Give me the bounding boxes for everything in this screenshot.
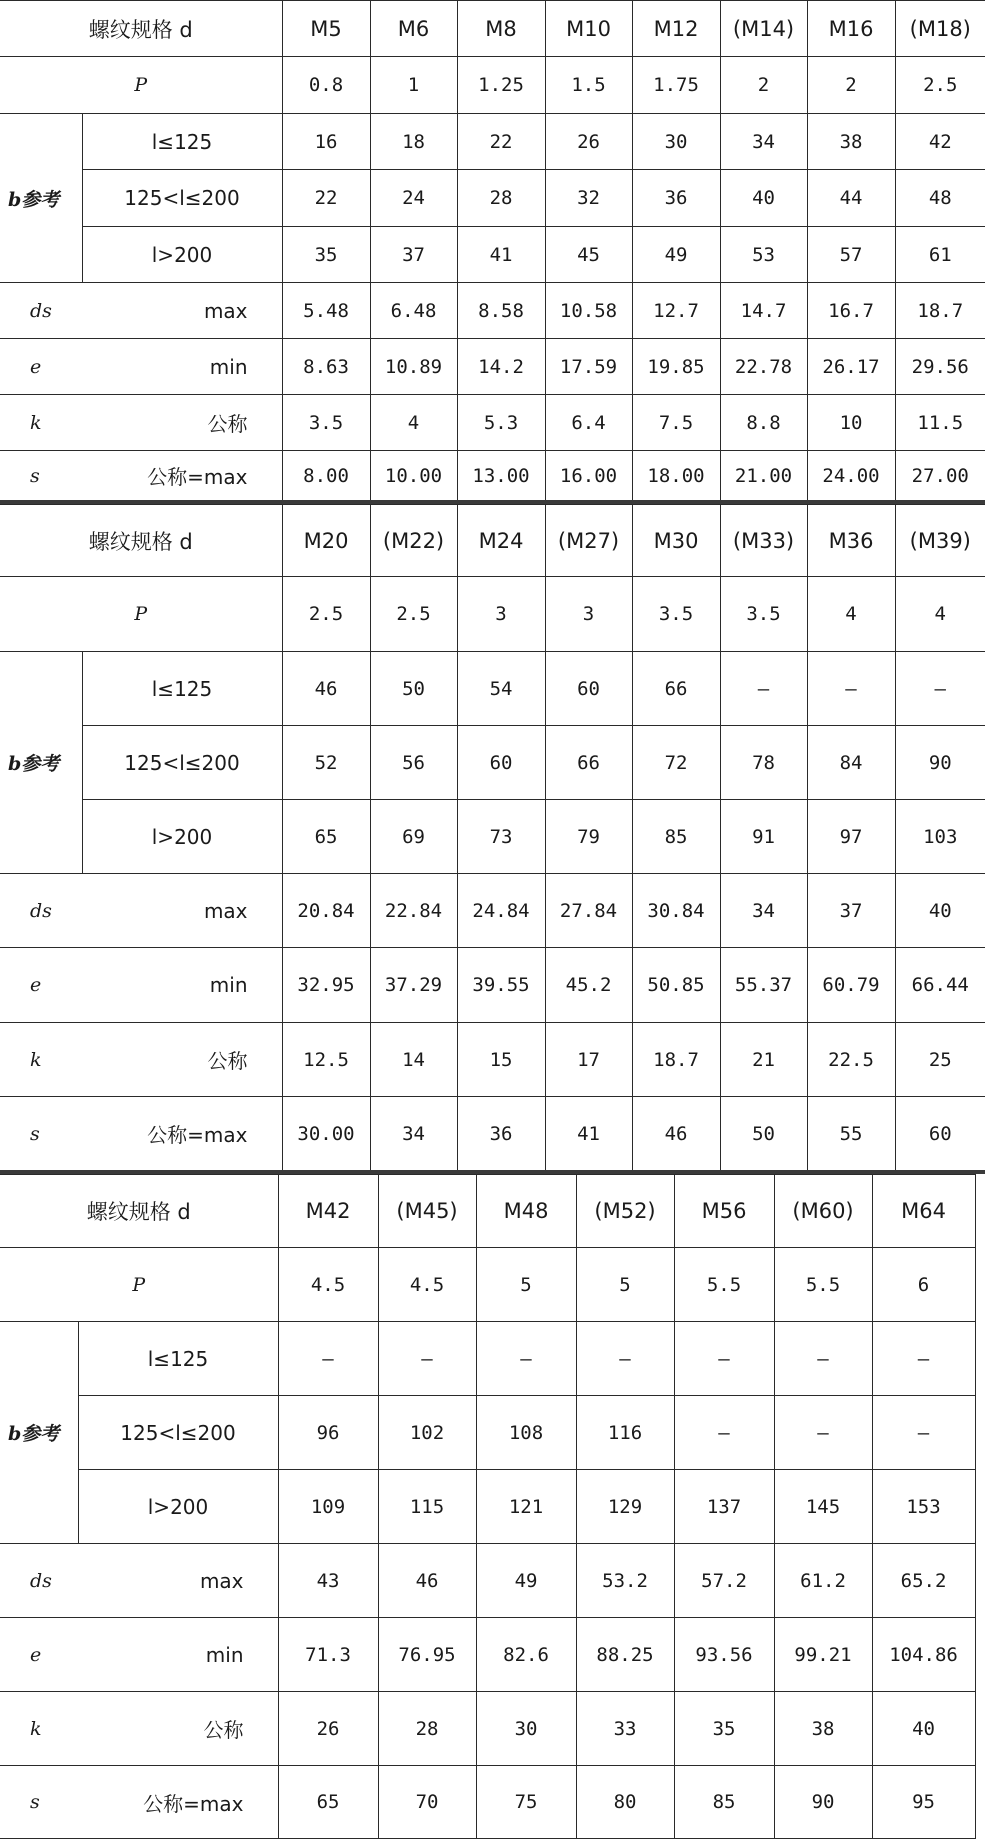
value-cell: 95: [872, 1766, 975, 1839]
value-cell: 10.00: [370, 451, 457, 501]
value-cell: 137: [674, 1470, 774, 1544]
spec-table-1: [0, 0, 985, 501]
value-cell: 3.5: [282, 395, 370, 451]
value-cell: —: [872, 1322, 975, 1396]
value-cell: 4: [370, 395, 457, 451]
value-cell: —: [872, 1396, 975, 1470]
value-cell: 60: [895, 1097, 985, 1171]
value-cell: 48: [895, 170, 985, 227]
size-cell: (M45): [378, 1175, 476, 1248]
size-cell: M56: [674, 1175, 774, 1248]
table-row: [0, 1692, 975, 1766]
s-label: s: [0, 1097, 82, 1171]
size-cell: (M52): [576, 1175, 674, 1248]
ds-label: ds: [0, 874, 82, 948]
max-label: max: [82, 874, 282, 948]
value-cell: 60: [545, 652, 632, 726]
table-row: [0, 339, 985, 395]
value-cell: 39.55: [457, 948, 545, 1023]
size-cell: (M18): [895, 1, 985, 57]
value-cell: —: [895, 652, 985, 726]
size-cell: M20: [282, 505, 370, 577]
value-cell: —: [807, 652, 895, 726]
size-cell: (M22): [370, 505, 457, 577]
value-cell: 90: [895, 726, 985, 800]
value-cell: 57: [807, 227, 895, 283]
value-cell: 2.5: [370, 577, 457, 652]
value-cell: 18: [370, 114, 457, 170]
value-cell: 56: [370, 726, 457, 800]
value-cell: 53: [720, 227, 807, 283]
value-cell: 24.00: [807, 451, 895, 501]
value-cell: 53.2: [576, 1544, 674, 1618]
table-row: [0, 726, 985, 800]
table-row: [0, 227, 985, 283]
value-cell: 34: [370, 1097, 457, 1171]
value-cell: 42: [895, 114, 985, 170]
value-cell: 7.5: [632, 395, 720, 451]
k-label: k: [0, 395, 82, 451]
value-cell: 37: [807, 874, 895, 948]
value-cell: 40: [895, 874, 985, 948]
value-cell: 22: [457, 114, 545, 170]
value-cell: 85: [674, 1766, 774, 1839]
s-label: s: [0, 451, 82, 501]
b-ref-label: b参考: [0, 1322, 78, 1544]
value-cell: 4: [895, 577, 985, 652]
value-cell: 10: [807, 395, 895, 451]
value-cell: 2.5: [895, 57, 985, 114]
value-cell: 28: [378, 1692, 476, 1766]
e-label: e: [0, 948, 82, 1023]
size-cell: (M60): [774, 1175, 872, 1248]
value-cell: 129: [576, 1470, 674, 1544]
table-row: [0, 283, 985, 339]
min-label: min: [82, 948, 282, 1023]
value-cell: 2.5: [282, 577, 370, 652]
size-cell: M24: [457, 505, 545, 577]
size-cell: (M14): [720, 1, 807, 57]
value-cell: —: [674, 1396, 774, 1470]
value-cell: 19.85: [632, 339, 720, 395]
value-cell: 153: [872, 1470, 975, 1544]
value-cell: 73: [457, 800, 545, 874]
value-cell: 38: [774, 1692, 872, 1766]
e-label: e: [0, 1618, 78, 1692]
size-cell: M6: [370, 1, 457, 57]
l-125-200-label: 125<l≤200: [82, 170, 282, 227]
value-cell: 3: [457, 577, 545, 652]
size-cell: (M39): [895, 505, 985, 577]
max-label: max: [82, 283, 282, 339]
value-cell: 79: [545, 800, 632, 874]
value-cell: 38: [807, 114, 895, 170]
value-cell: 44: [807, 170, 895, 227]
l-gt-200-label: l>200: [82, 227, 282, 283]
value-cell: 91: [720, 800, 807, 874]
table-row: [0, 1544, 975, 1618]
value-cell: 66.44: [895, 948, 985, 1023]
thread-spec-label: 螺纹规格 d: [0, 505, 282, 577]
min-label: min: [82, 339, 282, 395]
value-cell: 35: [282, 227, 370, 283]
size-cell: M36: [807, 505, 895, 577]
value-cell: —: [774, 1322, 872, 1396]
value-cell: 30: [632, 114, 720, 170]
pitch-label: P: [0, 1248, 278, 1322]
value-cell: 76.95: [378, 1618, 476, 1692]
value-cell: 14.7: [720, 283, 807, 339]
value-cell: 88.25: [576, 1618, 674, 1692]
value-cell: 102: [378, 1396, 476, 1470]
value-cell: 45: [545, 227, 632, 283]
value-cell: 108: [476, 1396, 576, 1470]
value-cell: 27.84: [545, 874, 632, 948]
l-125-200-label: 125<l≤200: [78, 1396, 278, 1470]
value-cell: 61.2: [774, 1544, 872, 1618]
value-cell: 24.84: [457, 874, 545, 948]
size-cell: M30: [632, 505, 720, 577]
value-cell: 115: [378, 1470, 476, 1544]
value-cell: 66: [545, 726, 632, 800]
value-cell: 84: [807, 726, 895, 800]
value-cell: 32: [545, 170, 632, 227]
value-cell: 32.95: [282, 948, 370, 1023]
thread-spec-label: 螺纹规格 d: [0, 1, 282, 57]
value-cell: 104.86: [872, 1618, 975, 1692]
table-row: [0, 1248, 975, 1322]
value-cell: 97: [807, 800, 895, 874]
value-cell: 5: [576, 1248, 674, 1322]
value-cell: 145: [774, 1470, 872, 1544]
value-cell: 30: [476, 1692, 576, 1766]
value-cell: 93.56: [674, 1618, 774, 1692]
value-cell: —: [774, 1396, 872, 1470]
min-label: min: [78, 1618, 278, 1692]
value-cell: 71.3: [278, 1618, 378, 1692]
table-row: [0, 1175, 975, 1248]
table-row: [0, 170, 985, 227]
value-cell: 41: [545, 1097, 632, 1171]
value-cell: 54: [457, 652, 545, 726]
size-cell: M5: [282, 1, 370, 57]
value-cell: 55: [807, 1097, 895, 1171]
l-gt-200-label: l>200: [78, 1470, 278, 1544]
value-cell: 69: [370, 800, 457, 874]
value-cell: 8.63: [282, 339, 370, 395]
spec-table-2: [0, 504, 985, 1171]
value-cell: 5.48: [282, 283, 370, 339]
value-cell: —: [720, 652, 807, 726]
value-cell: 1.5: [545, 57, 632, 114]
value-cell: 75: [476, 1766, 576, 1839]
value-cell: —: [576, 1322, 674, 1396]
value-cell: 78: [720, 726, 807, 800]
value-cell: 26: [545, 114, 632, 170]
value-cell: 13.00: [457, 451, 545, 501]
value-cell: 60: [457, 726, 545, 800]
value-cell: 36: [457, 1097, 545, 1171]
value-cell: 25: [895, 1023, 985, 1097]
value-cell: 46: [632, 1097, 720, 1171]
value-cell: 22.5: [807, 1023, 895, 1097]
value-cell: —: [674, 1322, 774, 1396]
size-cell: M16: [807, 1, 895, 57]
value-cell: 99.21: [774, 1618, 872, 1692]
table-row: [0, 652, 985, 726]
value-cell: 5.5: [774, 1248, 872, 1322]
value-cell: 40: [720, 170, 807, 227]
l-125-200-label: 125<l≤200: [82, 726, 282, 800]
value-cell: 4: [807, 577, 895, 652]
value-cell: 12.7: [632, 283, 720, 339]
value-cell: 0.8: [282, 57, 370, 114]
value-cell: 6: [872, 1248, 975, 1322]
table-row: [0, 1766, 975, 1839]
table-row: [0, 874, 985, 948]
value-cell: 1: [370, 57, 457, 114]
size-cell: M42: [278, 1175, 378, 1248]
table-row: [0, 1, 985, 57]
table-row: [0, 395, 985, 451]
value-cell: 6.4: [545, 395, 632, 451]
size-cell: (M27): [545, 505, 632, 577]
value-cell: 20.84: [282, 874, 370, 948]
table-row: [0, 451, 985, 501]
s-label: s: [0, 1766, 78, 1839]
value-cell: 116: [576, 1396, 674, 1470]
b-ref-label: b参考: [0, 114, 82, 283]
spec-table-3: [0, 1174, 976, 1839]
size-cell: M8: [457, 1, 545, 57]
value-cell: 37.29: [370, 948, 457, 1023]
table-row: [0, 114, 985, 170]
value-cell: 52: [282, 726, 370, 800]
value-cell: 21: [720, 1023, 807, 1097]
value-cell: 96: [278, 1396, 378, 1470]
thread-spec-label: 螺纹规格 d: [0, 1175, 278, 1248]
value-cell: —: [378, 1322, 476, 1396]
value-cell: 70: [378, 1766, 476, 1839]
l-le-125-label: l≤125: [78, 1322, 278, 1396]
value-cell: 41: [457, 227, 545, 283]
pitch-label: P: [0, 577, 282, 652]
value-cell: 18.7: [632, 1023, 720, 1097]
value-cell: 57.2: [674, 1544, 774, 1618]
nominal-label: 公称: [82, 1023, 282, 1097]
value-cell: 37: [370, 227, 457, 283]
value-cell: 4.5: [278, 1248, 378, 1322]
nominal-label: 公称: [78, 1692, 278, 1766]
value-cell: 12.5: [282, 1023, 370, 1097]
value-cell: 10.89: [370, 339, 457, 395]
ds-label: ds: [0, 1544, 78, 1618]
size-cell: (M33): [720, 505, 807, 577]
value-cell: 21.00: [720, 451, 807, 501]
size-cell: M10: [545, 1, 632, 57]
value-cell: 34: [720, 874, 807, 948]
value-cell: 85: [632, 800, 720, 874]
value-cell: 46: [378, 1544, 476, 1618]
value-cell: 3.5: [632, 577, 720, 652]
value-cell: —: [476, 1322, 576, 1396]
value-cell: 60.79: [807, 948, 895, 1023]
value-cell: 50: [370, 652, 457, 726]
value-cell: 1.25: [457, 57, 545, 114]
value-cell: 16.7: [807, 283, 895, 339]
value-cell: 36: [632, 170, 720, 227]
value-cell: 2: [720, 57, 807, 114]
size-cell: M12: [632, 1, 720, 57]
nominal-label: 公称: [82, 395, 282, 451]
value-cell: 6.48: [370, 283, 457, 339]
value-cell: 121: [476, 1470, 576, 1544]
value-cell: 49: [632, 227, 720, 283]
value-cell: 46: [282, 652, 370, 726]
value-cell: 50.85: [632, 948, 720, 1023]
value-cell: 90: [774, 1766, 872, 1839]
table-row: [0, 948, 985, 1023]
value-cell: 40: [872, 1692, 975, 1766]
value-cell: 30.00: [282, 1097, 370, 1171]
table-row: [0, 1396, 975, 1470]
value-cell: 22: [282, 170, 370, 227]
value-cell: 16.00: [545, 451, 632, 501]
value-cell: 82.6: [476, 1618, 576, 1692]
value-cell: 26.17: [807, 339, 895, 395]
size-cell: M64: [872, 1175, 975, 1248]
l-gt-200-label: l>200: [82, 800, 282, 874]
value-cell: 15: [457, 1023, 545, 1097]
nominal-max-label: 公称=max: [82, 1097, 282, 1171]
value-cell: —: [278, 1322, 378, 1396]
value-cell: 5.5: [674, 1248, 774, 1322]
value-cell: 33: [576, 1692, 674, 1766]
value-cell: 66: [632, 652, 720, 726]
pitch-label: P: [0, 57, 282, 114]
value-cell: 80: [576, 1766, 674, 1839]
value-cell: 50: [720, 1097, 807, 1171]
l-le-125-label: l≤125: [82, 652, 282, 726]
table-row: [0, 1023, 985, 1097]
value-cell: 65: [282, 800, 370, 874]
b-ref-label: b参考: [0, 652, 82, 874]
value-cell: 10.58: [545, 283, 632, 339]
e-label: e: [0, 339, 82, 395]
value-cell: 1.75: [632, 57, 720, 114]
table-row: [0, 57, 985, 114]
value-cell: 8.00: [282, 451, 370, 501]
value-cell: 8.58: [457, 283, 545, 339]
value-cell: 34: [720, 114, 807, 170]
value-cell: 18.7: [895, 283, 985, 339]
value-cell: 28: [457, 170, 545, 227]
value-cell: 65.2: [872, 1544, 975, 1618]
value-cell: 55.37: [720, 948, 807, 1023]
value-cell: 17: [545, 1023, 632, 1097]
value-cell: 3.5: [720, 577, 807, 652]
value-cell: 22.78: [720, 339, 807, 395]
k-label: k: [0, 1692, 78, 1766]
value-cell: 4.5: [378, 1248, 476, 1322]
value-cell: 29.56: [895, 339, 985, 395]
value-cell: 35: [674, 1692, 774, 1766]
value-cell: 72: [632, 726, 720, 800]
table-row: [0, 1618, 975, 1692]
value-cell: 45.2: [545, 948, 632, 1023]
value-cell: 14: [370, 1023, 457, 1097]
value-cell: 17.59: [545, 339, 632, 395]
value-cell: 103: [895, 800, 985, 874]
value-cell: 3: [545, 577, 632, 652]
value-cell: 5: [476, 1248, 576, 1322]
table-row: [0, 800, 985, 874]
value-cell: 61: [895, 227, 985, 283]
value-cell: 30.84: [632, 874, 720, 948]
k-label: k: [0, 1023, 82, 1097]
table-row: [0, 1470, 975, 1544]
value-cell: 109: [278, 1470, 378, 1544]
value-cell: 14.2: [457, 339, 545, 395]
value-cell: 65: [278, 1766, 378, 1839]
ds-label: ds: [0, 283, 82, 339]
value-cell: 24: [370, 170, 457, 227]
max-label: max: [78, 1544, 278, 1618]
value-cell: 22.84: [370, 874, 457, 948]
nominal-max-label: 公称=max: [82, 451, 282, 501]
value-cell: 5.3: [457, 395, 545, 451]
table-row: [0, 577, 985, 652]
value-cell: 49: [476, 1544, 576, 1618]
value-cell: 27.00: [895, 451, 985, 501]
table-row: [0, 1322, 975, 1396]
l-le-125-label: l≤125: [82, 114, 282, 170]
value-cell: 8.8: [720, 395, 807, 451]
value-cell: 18.00: [632, 451, 720, 501]
table-row: [0, 505, 985, 577]
nominal-max-label: 公称=max: [78, 1766, 278, 1839]
value-cell: 16: [282, 114, 370, 170]
value-cell: 26: [278, 1692, 378, 1766]
value-cell: 11.5: [895, 395, 985, 451]
value-cell: 43: [278, 1544, 378, 1618]
size-cell: M48: [476, 1175, 576, 1248]
table-row: [0, 1097, 985, 1171]
value-cell: 2: [807, 57, 895, 114]
